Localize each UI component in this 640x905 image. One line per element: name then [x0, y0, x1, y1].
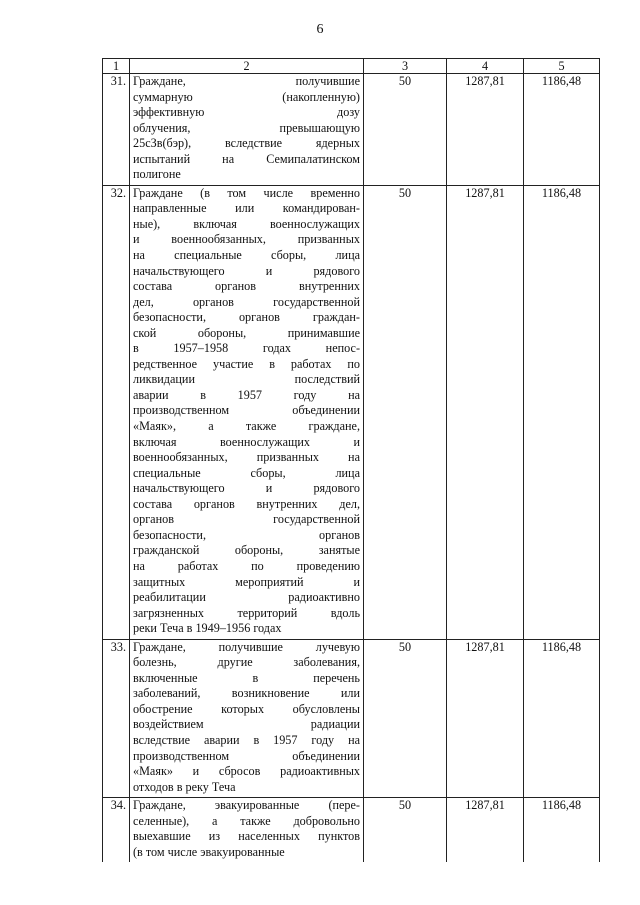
description-line: испытаний на Семипалатинском	[133, 151, 360, 166]
column-3-value: 50	[364, 798, 447, 863]
column-header: 5	[524, 59, 600, 74]
description-line: Граждане, эвакуированные (пере-	[133, 798, 360, 813]
description-line: отходов в реку Теча	[133, 779, 236, 794]
description-line: ской обороны, принимавшие	[133, 325, 360, 340]
description-line: селенные), а также добровольно	[133, 813, 360, 828]
description-line: обострение которых обусловлены	[133, 701, 360, 716]
description-line: на работах по проведению	[133, 558, 360, 573]
row-description	[130, 185, 364, 639]
row-number: 33.	[103, 639, 130, 797]
description-line: редственное участие в работах по	[133, 356, 360, 371]
description-line: Граждане, получившие лучевую	[133, 639, 360, 654]
description-line: включая военнослужащих и	[133, 434, 360, 449]
description-line: суммарную (накопленную)	[133, 89, 360, 104]
description-line: ные), включая военнослужащих	[133, 216, 360, 231]
column-header: 1	[103, 59, 130, 74]
description-line: 25сЗв(бэр), вследствие ядерных	[133, 136, 360, 151]
description-line: выехавшие из населенных пунктов	[133, 829, 360, 844]
column-3-value: 50	[364, 639, 447, 797]
column-4-value: 1287,81	[447, 185, 524, 639]
column-3-value: 50	[364, 74, 447, 186]
column-4-value: 1287,81	[447, 798, 524, 863]
column-4-value: 1287,81	[447, 74, 524, 186]
description-line: гражданской обороны, занятые	[133, 543, 360, 558]
row-number: 32.	[103, 185, 130, 639]
column-5-value: 1186,48	[524, 639, 600, 797]
column-5-value: 1186,48	[524, 74, 600, 186]
description-line: загрязненных территорий вдоль	[133, 605, 360, 620]
description-line: аварии в 1957 году на	[133, 387, 360, 402]
description-line: и военнообязанных, призванных	[133, 232, 360, 247]
description-line: состава органов внутренних	[133, 279, 360, 294]
description-line: начальствующего и рядового	[133, 481, 360, 496]
description-line: полигоне	[133, 167, 181, 182]
column-4-value: 1287,81	[447, 639, 524, 797]
description-line: защитных мероприятий и	[133, 574, 360, 589]
description-line: направленные или командирован-	[133, 201, 360, 216]
description-line: «Маяк» и сбросов радиоактивных	[133, 764, 360, 779]
description-line: (в том числе эвакуированные	[133, 844, 285, 859]
description-line: болезнь, другие заболевания,	[133, 655, 360, 670]
description-line: ликвидации последствий	[133, 372, 360, 387]
description-line: военнообязанных, призванных на	[133, 450, 360, 465]
column-header: 3	[364, 59, 447, 74]
description-line: включенные в перечень	[133, 670, 360, 685]
benefits-table	[102, 58, 600, 862]
description-line: Граждане (в том числе временно	[133, 185, 360, 200]
table-row	[103, 74, 600, 186]
column-5-value: 1186,48	[524, 798, 600, 863]
row-number: 31.	[103, 74, 130, 186]
description-line: начальствующего и рядового	[133, 263, 360, 278]
description-line: безопасности, органов граждан-	[133, 310, 360, 325]
page-number: 6	[316, 22, 324, 37]
row-number: 34.	[103, 798, 130, 863]
table-row	[103, 798, 600, 863]
table-row	[103, 185, 600, 639]
description-line: воздействием радиации	[133, 717, 360, 732]
description-line: органов государственной	[133, 512, 360, 527]
description-line: заболеваний, возникновение или	[133, 686, 360, 701]
description-line: состава органов внутренних дел,	[133, 496, 360, 511]
row-description	[130, 798, 364, 863]
description-line: реабилитации радиоактивно	[133, 590, 360, 605]
column-3-value: 50	[364, 185, 447, 639]
description-line: реки Теча в 1949–1956 годах	[133, 621, 282, 636]
row-description	[130, 639, 364, 797]
description-line: на специальные сборы, лица	[133, 248, 360, 263]
description-line: безопасности, органов	[133, 527, 360, 542]
row-description	[130, 74, 364, 186]
description-line: эффективную дозу	[133, 105, 360, 120]
description-line: «Маяк», а также граждане,	[133, 419, 360, 434]
column-header: 2	[130, 59, 364, 74]
description-line: дел, органов государственной	[133, 294, 360, 309]
description-line: облучения, превышающую	[133, 120, 360, 135]
description-line: Граждане, получившие	[133, 74, 360, 88]
description-line: вследствие аварии в 1957 году на	[133, 732, 360, 747]
table-header-row	[103, 59, 600, 74]
table-row	[103, 639, 600, 797]
column-5-value: 1186,48	[524, 185, 600, 639]
description-line: производственном объединении	[133, 748, 360, 763]
column-header: 4	[447, 59, 524, 74]
description-line: в 1957–1958 годах непос-	[133, 341, 360, 356]
description-line: специальные сборы, лица	[133, 465, 360, 480]
description-line: производственном объединении	[133, 403, 360, 418]
